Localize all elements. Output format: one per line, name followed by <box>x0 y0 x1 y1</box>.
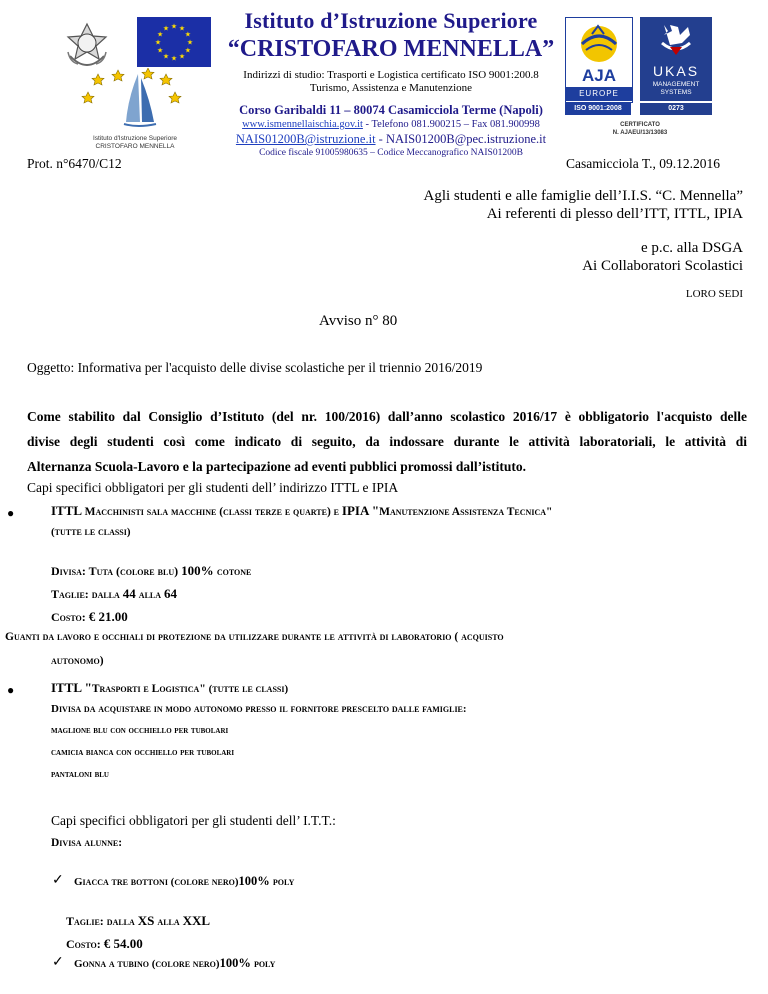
checkmark-icon: ✓ <box>52 955 64 970</box>
item-pantaloni: pantaloni blu <box>51 769 109 780</box>
email-separator: - <box>375 132 386 146</box>
eu-star-icon: ★ <box>162 52 170 61</box>
address: Corso Garibaldi 11 – 80074 Casamicciola Terme (Napoli) <box>239 103 543 117</box>
checkmark-icon: ✓ <box>52 873 64 888</box>
intro-line-2: divise degli studenti così come indicato di seguito, da indossare durante le attività laboratoriali, le attività di <box>27 434 747 449</box>
bullet-icon: ● <box>7 506 15 520</box>
italian-emblem-icon <box>62 18 112 70</box>
bullet-ittl-ipia: ITTL Macchinisti sala macchine (classi terze e quarte) e IPIA "Manutenzione Assistenza Tecnica" <box>51 503 553 518</box>
school-logo-caption: Istituto d'Istruzione Superiore CRISTOFARO MENNELLA <box>93 135 177 150</box>
eu-star-icon: ★ <box>170 22 178 31</box>
document-date: Casamicciola T., 09.12.2016 <box>566 156 720 171</box>
costo-tuta: Costo: € 21.00 <box>51 609 128 624</box>
taglie-giacca: Taglie: dalla XS alla XXL <box>66 913 211 928</box>
intro-line-3: Alternanza Scuola-Lavoro e la partecipazione ad eventi pubblici promossi dall’istituto. <box>27 459 527 474</box>
costo-giacca: Costo: € 54.00 <box>66 936 143 951</box>
bullet-ittl-ipia-classes: (tutte le classi) <box>51 526 131 538</box>
intro-paragraph <box>27 404 747 479</box>
item-maglione: maglione blu con occhiello per tubolari <box>51 725 229 736</box>
school-sailboat-logo-icon <box>78 68 198 142</box>
ukas-sub: MANAGEMENT SYSTEMS <box>652 81 700 96</box>
indirizzi-line-1: Indirizzi di studio: Trasporti e Logistica certificato ISO 9001:200.8 <box>243 69 539 81</box>
eu-star-icon: ★ <box>178 52 186 61</box>
eu-star-icon: ★ <box>154 38 162 47</box>
recipient-line-2: Ai referenti di plesso dell’ITT, ITTL, IPIA <box>486 206 743 222</box>
aja-text: AJA <box>581 66 616 85</box>
item-camicia: camicia bianca con occhiello per tubolari <box>51 747 235 758</box>
ukas-logo-icon <box>640 17 712 101</box>
giacca-item: Giacca tre bottoni (colore nero)100% poly <box>74 874 295 888</box>
capi-itt: Capi specifici obbligatori per gli studenti dell’ I.T.T.: <box>51 813 336 828</box>
bullet-ittl-trasporti: ITTL "Trasporti e Logistica" (tutte le classi) <box>51 680 289 695</box>
website-link[interactable]: www.ismennellaischia.gov.it <box>242 119 363 130</box>
eu-star-icon: ★ <box>162 24 170 33</box>
notice-number: Avviso n° 80 <box>319 313 398 329</box>
eu-flag-icon <box>137 17 211 67</box>
eu-star-icon: ★ <box>186 38 194 47</box>
bullet-icon: ● <box>7 683 15 697</box>
guanti-line-2: autonomo) <box>51 655 104 667</box>
capi-ittl-ipia: Capi specifici obbligatori per gli studenti dell’ indirizzo ITTL e IPIA <box>27 480 399 495</box>
ukas-number: 0273 <box>640 103 712 115</box>
email-link[interactable]: NAIS01200B@istruzione.it <box>235 132 376 146</box>
pec-email: NAIS01200B@pec.istruzione.it <box>385 132 547 146</box>
divisa-acquistare: Divisa da acquistare in modo autonomo presso il fornitore prescelto dalle famiglie: <box>51 703 467 715</box>
intro-line-1: Come stabilito dal Consiglio d’Istituto (del nr. 100/2016) dall’anno scolastico 2016/17 è obbligatorio l'acquisto delle <box>27 409 747 424</box>
eu-star-icon: ★ <box>184 46 191 55</box>
letterhead-title-block <box>226 8 556 159</box>
ukas-text: UKAS <box>652 63 700 79</box>
iso-label: ISO 9001:2008 <box>565 103 631 115</box>
eu-star-icon: ★ <box>184 30 191 39</box>
recipient-line-4: Ai Collaboratori Scolastici <box>582 258 743 274</box>
fiscal-codes: Codice fiscale 91005980635 – Codice Meccanografico NAIS01200B <box>259 148 523 158</box>
gonna-item: Gonna a tubino (colore nero)100% poly <box>74 956 276 970</box>
institute-name: Istituto d’Istruzione Superiore <box>244 8 538 33</box>
eu-star-icon: ★ <box>157 30 164 39</box>
subject-line: Oggetto: Informativa per l'acquisto delle divise scolastiche per il triennio 2016/2019 <box>27 360 483 375</box>
guanti-line-1: Guanti da lavoro e occhiali di protezione da utilizzare durante le attività di laboratorio ( acquisto <box>5 631 504 643</box>
taglie-tuta: Taglie: dalla 44 alla 64 <box>51 586 178 601</box>
indirizzi-line-2: Turismo, Assistenza e Manutenzione <box>309 82 473 94</box>
eu-star-icon: ★ <box>170 54 178 63</box>
divisa-tuta: Divisa: Tuta (colore blu) 100% cotone <box>51 563 252 578</box>
recipients <box>424 187 744 303</box>
divisa-alunne: Divisa alunne: <box>51 837 123 849</box>
phone-fax: - Telefono 081.900215 – Fax 081.900998 <box>362 119 540 130</box>
protocol-number: Prot. n°6470/C12 <box>27 156 122 171</box>
eu-star-icon: ★ <box>178 24 186 33</box>
aja-europe: EUROPE <box>566 87 632 101</box>
institute-subtitle: “CRISTOFARO MENNELLA” <box>227 36 555 62</box>
recipient-line-3: e p.c. alla DSGA <box>640 240 743 256</box>
recipient-line-5: LORO SEDI <box>685 288 743 300</box>
aja-certification-logo-icon <box>565 17 633 103</box>
eu-star-icon: ★ <box>157 46 164 55</box>
recipient-line-1: Agli studenti e alle famiglie dell’I.I.S. “C. Mennella” <box>423 188 743 204</box>
certificate-label: CERTIFICATO N. AJAEU/13/13083 <box>612 122 668 136</box>
